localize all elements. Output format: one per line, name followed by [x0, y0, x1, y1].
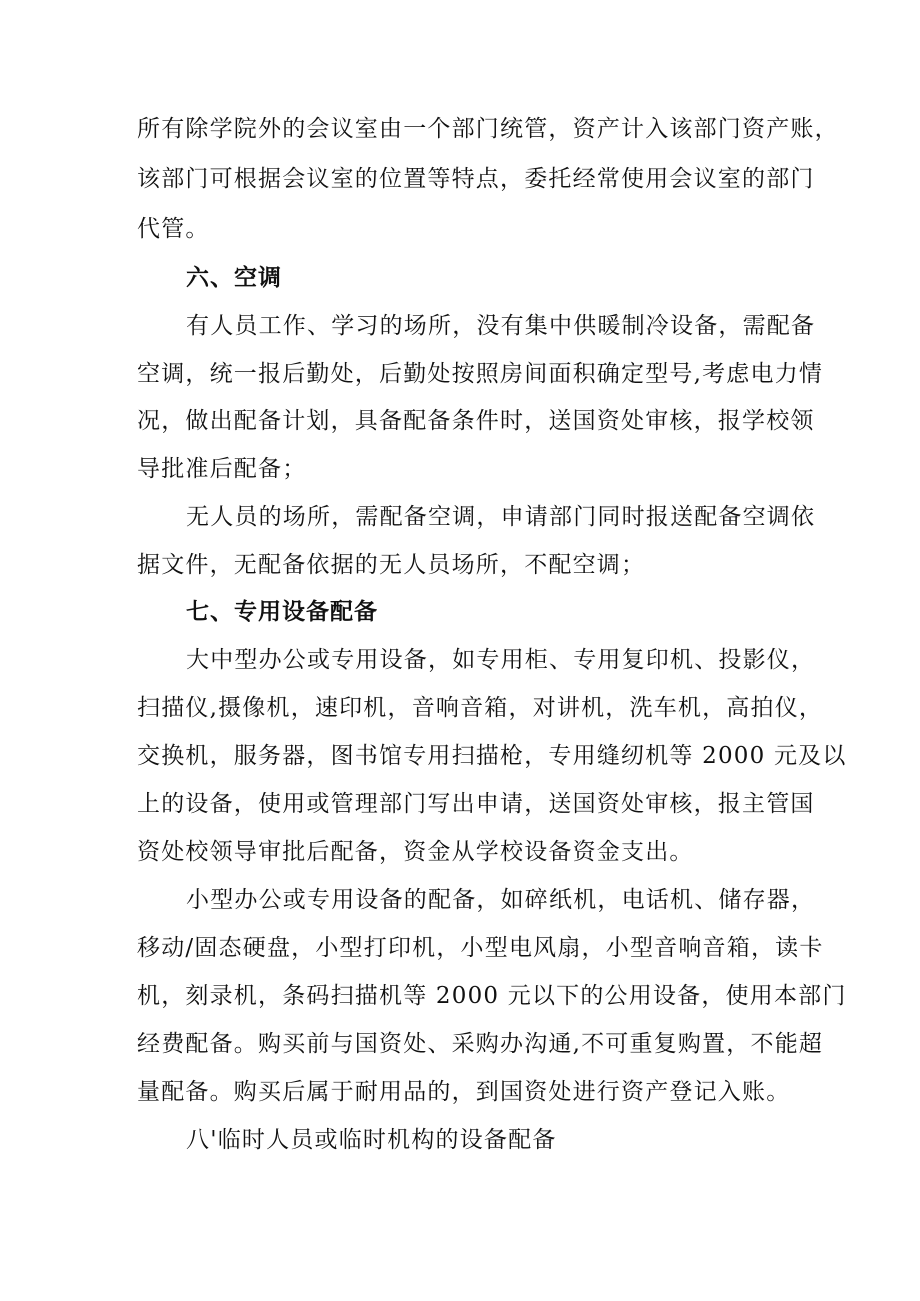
paragraph-line: 资处校领导审批后配备，资金从学校设备资金支出。	[137, 839, 694, 865]
paragraph-line: 移动/固态硬盘，小型打印机，小型电风扇，小型音响音箱，读卡	[137, 935, 824, 961]
paragraph-line: 导批准后配备；	[137, 456, 307, 482]
paragraph-line: 空调，统一报后勤处，后勤处按照房间面积确定型号,考虑电力情	[137, 361, 824, 387]
paragraph-line: 小型办公或专用设备的配备，如碎纸机，电话机、储存器，	[186, 887, 816, 913]
paragraph-line: 该部门可根据会议室的位置等特点，委托经常使用会议室的部门	[137, 166, 815, 192]
paragraph-line: 量配备。购买后属于耐用品的，到国资处进行资产登记入账。	[137, 1079, 791, 1105]
paragraph-line: 交换机，服务器，图书馆专用扫描枪，专用缝纫机等 2000 元及以	[137, 743, 847, 769]
paragraph-line: 据文件，无配备依据的无人员场所，不配空调；	[137, 552, 646, 578]
paragraph-line: 扫描仪,摄像机，速印机，音响音箱，对讲机，洗车机，高拍仪，	[137, 695, 824, 721]
paragraph-line: 所有除学院外的会议室由一个部门统管，资产计入该部门资产账，	[137, 116, 839, 142]
paragraph-line: 无人员的场所，需配备空调，申请部门同时报送配备空调依	[186, 504, 816, 530]
paragraph-line: 有人员工作、学习的场所，没有集中供暖制冷设备，需配备	[186, 313, 816, 339]
section-heading-plain: 八'临时人员或临时机构的设备配备	[186, 1127, 557, 1153]
paragraph-line: 代管。	[137, 216, 210, 242]
paragraph-line: 经费配备。购买前与国资处、采购办沟通,不可重复购置，不能超	[137, 1031, 824, 1057]
paragraph-line: 大中型办公或专用设备，如专用柜、专用复印机、投影仪，	[186, 647, 816, 673]
paragraph-line: 上的设备，使用或管理部门写出申请，送国资处审核，报主管国	[137, 791, 815, 817]
section-heading: 七、专用设备配备	[186, 599, 378, 625]
paragraph-line: 况，做出配备计划，具备配备条件时，送国资处审核，报学校领	[137, 408, 815, 434]
paragraph-line: 机，刻录机，条码扫描机等 2000 元以下的公用设备，使用本部门	[137, 983, 847, 1009]
section-heading: 六、空调	[186, 265, 282, 291]
